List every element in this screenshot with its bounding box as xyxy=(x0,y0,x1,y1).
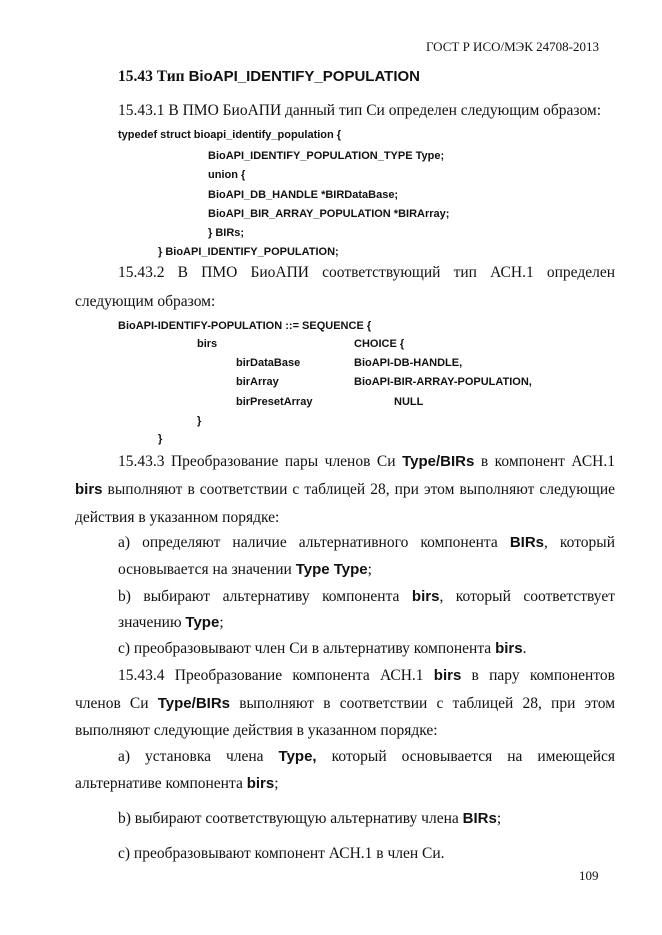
code-line: BioAPI-IDENTIFY-POPULATION ::= SEQUENCE { xyxy=(118,320,372,332)
code-line: CHOICE { xyxy=(354,338,405,350)
code-line: birs xyxy=(197,338,218,350)
paragraph-15-43-3-line2: birs выполняют в соответствии с таблицей 28, при этом выполняют следующие xyxy=(75,481,615,498)
code-line: BioAPI_BIR_ARRAY_POPULATION *BIRArray; xyxy=(208,208,450,220)
section-number: 15.43 Тип xyxy=(118,68,185,85)
code-line: BioAPI_IDENTIFY_POPULATION_TYPE Type; xyxy=(208,150,445,162)
list2-item-a-cont: альтернативе компонента birs; xyxy=(75,775,279,792)
code-line: NULL xyxy=(394,396,424,408)
code-line: union { xyxy=(208,169,246,181)
list2-item-a: а) установка члена Type, который основывается на имеющейся xyxy=(118,748,616,765)
list-item-a: а) определяют наличие альтернативного компонента BIRs, который xyxy=(118,534,615,551)
paragraph-15-43-2-line2: следующим образом: xyxy=(75,293,216,310)
list-item-b-cont: значению Type; xyxy=(118,614,224,631)
section-type-name: BioAPI_IDENTIFY_POPULATION xyxy=(188,68,420,85)
paragraph-15-43-2-line1: 15.43.2 В ПМО БиоАПИ соответствующий тип АСН.1 определен xyxy=(118,264,615,281)
code-line: } BioAPI_IDENTIFY_POPULATION; xyxy=(158,246,339,258)
list-item-a-cont: основывается на значении Type Type; xyxy=(118,561,372,578)
code-line: BioAPI_DB_HANDLE *BIRDataBase; xyxy=(208,189,399,201)
code-line: BioAPI-BIR-ARRAY-POPULATION, xyxy=(354,376,532,388)
code-line: birPresetArray xyxy=(236,396,313,408)
section-title xyxy=(118,68,420,86)
paragraph-15-43-1: 15.43.1 В ПМО БиоАПИ данный тип Си определен следующим образом: xyxy=(118,102,602,119)
paragraph-15-43-3-line1: 15.43.3 Преобразование пары членов Си Type/BIRs в компонент АСН.1 xyxy=(118,453,616,470)
code-line: birArray xyxy=(236,376,279,388)
paragraph-15-43-4-line3: выполняют следующие действия в указанном порядке: xyxy=(75,722,438,739)
code-line: typedef struct bioapi_identify_population { xyxy=(118,129,342,141)
list-item-c: с) преобразовывают член Си в альтернативу компонента birs. xyxy=(118,640,527,657)
list2-item-c: с) преобразовывают компонент АСН.1 в член Си. xyxy=(118,845,445,862)
code-line: } xyxy=(197,415,202,427)
list-item-b: b) выбирают альтернативу компонента birs, который соответствует xyxy=(118,588,616,605)
paragraph-15-43-4-line2: членов Си Type/BIRs выполняют в соответствии с таблицей 28, при этом xyxy=(75,695,616,712)
code-line: } xyxy=(158,433,163,445)
code-line: birDataBase xyxy=(236,357,301,369)
paragraph-15-43-4-line1: 15.43.4 Преобразование компонента АСН.1 birs в пару компонентов xyxy=(118,667,615,684)
list2-item-b: b) выбирают соответствующую альтернативу члена BIRs; xyxy=(118,810,502,827)
code-line: } BIRs; xyxy=(208,227,245,239)
code-line: BioAPI-DB-HANDLE, xyxy=(354,357,463,369)
paragraph-15-43-3-line3: действия в указанном порядке: xyxy=(75,509,280,526)
document-header: ГОСТ Р ИСО/МЭК 24708-2013 xyxy=(425,39,599,54)
page-number: 109 xyxy=(579,868,599,883)
